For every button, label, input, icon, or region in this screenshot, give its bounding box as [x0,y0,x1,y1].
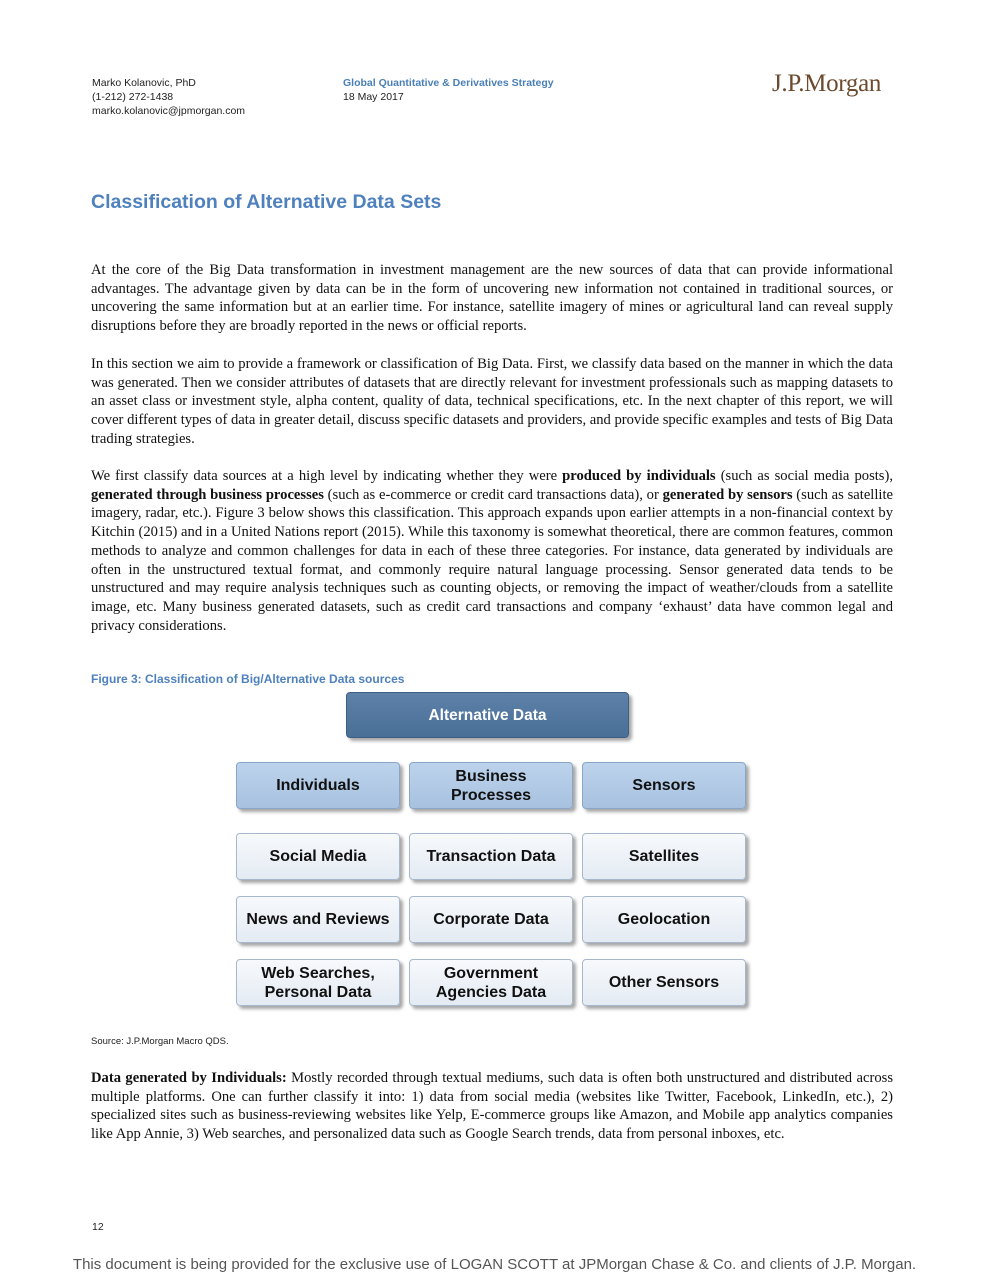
author-block [92,76,245,118]
section-title: Classification of Alternative Data Sets [91,191,442,213]
text-run: (such as social media posts), [715,468,893,484]
author-phone: (1-212) 272-1438 [92,91,174,103]
diagram-leaf-node: Corporate Data [409,896,573,943]
department-name: Global Quantitative & Derivatives Strategy [343,77,554,89]
diagram-leaf-node: Government Agencies Data [409,959,573,1006]
text-run: (such as e-commerce or credit card transactions data), or [323,486,663,503]
figure-source: Source: J.P.Morgan Macro QDS. [91,1036,229,1047]
diagram-leaf-node: Geolocation [582,896,746,943]
paragraph-classification [91,467,893,635]
diagram-leaf-node: News and Reviews [236,896,400,943]
diagram-leaf-node: Web Searches, Personal Data [236,959,400,1006]
diagram-category-node: Business Processes [409,762,573,809]
footer-disclaimer: This document is being provided for the exclusive use of LOGAN SCOTT at JPMorgan Chase & Co. and clients of J.P. Morgan. [72,1256,917,1273]
text-run: (such as satellite imagery, radar, etc.). Figure 3 below shows this classification. This approach expands upon earlier attempts in a non-financial context by Kitchin (2015) and in a United Nations report (2015). While this taxonomy is somewhat theoretical, there are common features, common methods to analyze and common challenges for data in each of these three categories. For instance, data generated by individuals are often in the unstructured textual format, and commonly require natural language processing. Sensor generated data tends to be unstructured and may require analysis techniques such as counting objects, or removing the impact of weather/clouds from a satellite image, etc. Many business generated datasets, such as credit card transactions and company ‘exhaust’ data have common legal and privacy considerations. [91,486,893,634]
paragraph-framework: In this section we aim to provide a framework or classification of Big Data. First, we classify data based on the manner in which the data was generated. Then we consider attributes of datasets that are directly relevant for investment professionals such as mapping datasets to an asset class or investment style, alpha content, quality of data, technical specifications, etc. In the next chapter of this report, we will cover different types of data in greater detail, discuss specific datasets and providers, and provide specific examples and tests of Big Data trading strategies. [91,356,893,447]
diagram-leaf-node: Satellites [582,833,746,880]
bold-run: generated through business processes [91,486,324,503]
figure-caption: Figure 3: Classification of Big/Alternative Data sources [91,672,405,686]
diagram-category-node: Sensors [582,762,746,809]
diagram-category-node: Individuals [236,762,400,809]
diagram-leaf-node: Other Sensors [582,959,746,1006]
report-info [343,76,554,104]
bold-run: Data generated by Individuals: [91,1070,287,1086]
diagram-leaf-node: Transaction Data [409,833,573,880]
author-name: Marko Kolanovic, PhD [92,77,196,89]
bold-run: produced by individuals [562,468,716,484]
paragraph-individuals [91,1069,893,1144]
bold-run: generated by sensors [662,486,793,503]
jpmorgan-logo: J.P.Morgan [772,70,882,97]
diagram-root-node: Alternative Data [346,692,629,738]
diagram-leaf-node: Social Media [236,833,400,880]
report-date: 18 May 2017 [343,91,404,103]
text-run: Mostly recorded through textual mediums, such data is often both unstructured and distributed across multiple platforms. One can further classify it into: 1) data from social media (websites like Twitter, Facebook, LinkedIn, etc.), 2) specialized sites such as business-reviewing websites like Yelp, E-commerce groups like Amazon, and Mobile app analytics companies like App Annie, 3) Web searches, and personalized data such as Google Search trends, data from personal inboxes, etc. [91,1070,893,1143]
text-run: We first classify data sources at a high level by indicating whether they were [91,468,563,484]
page-number: 12 [92,1221,104,1233]
paragraph-intro: At the core of the Big Data transformation in investment management are the new sources of data that can provide informational advantages. The advantage given by data can be in the form of uncovering new information not contained in traditional sources, or uncovering the same information but at an earlier time. For instance, satellite imagery of mines or agricultural land can reveal supply disruptions before they are broadly reported in the news or official reports. [91,262,893,335]
author-email: marko.kolanovic@jpmorgan.com [92,105,246,117]
